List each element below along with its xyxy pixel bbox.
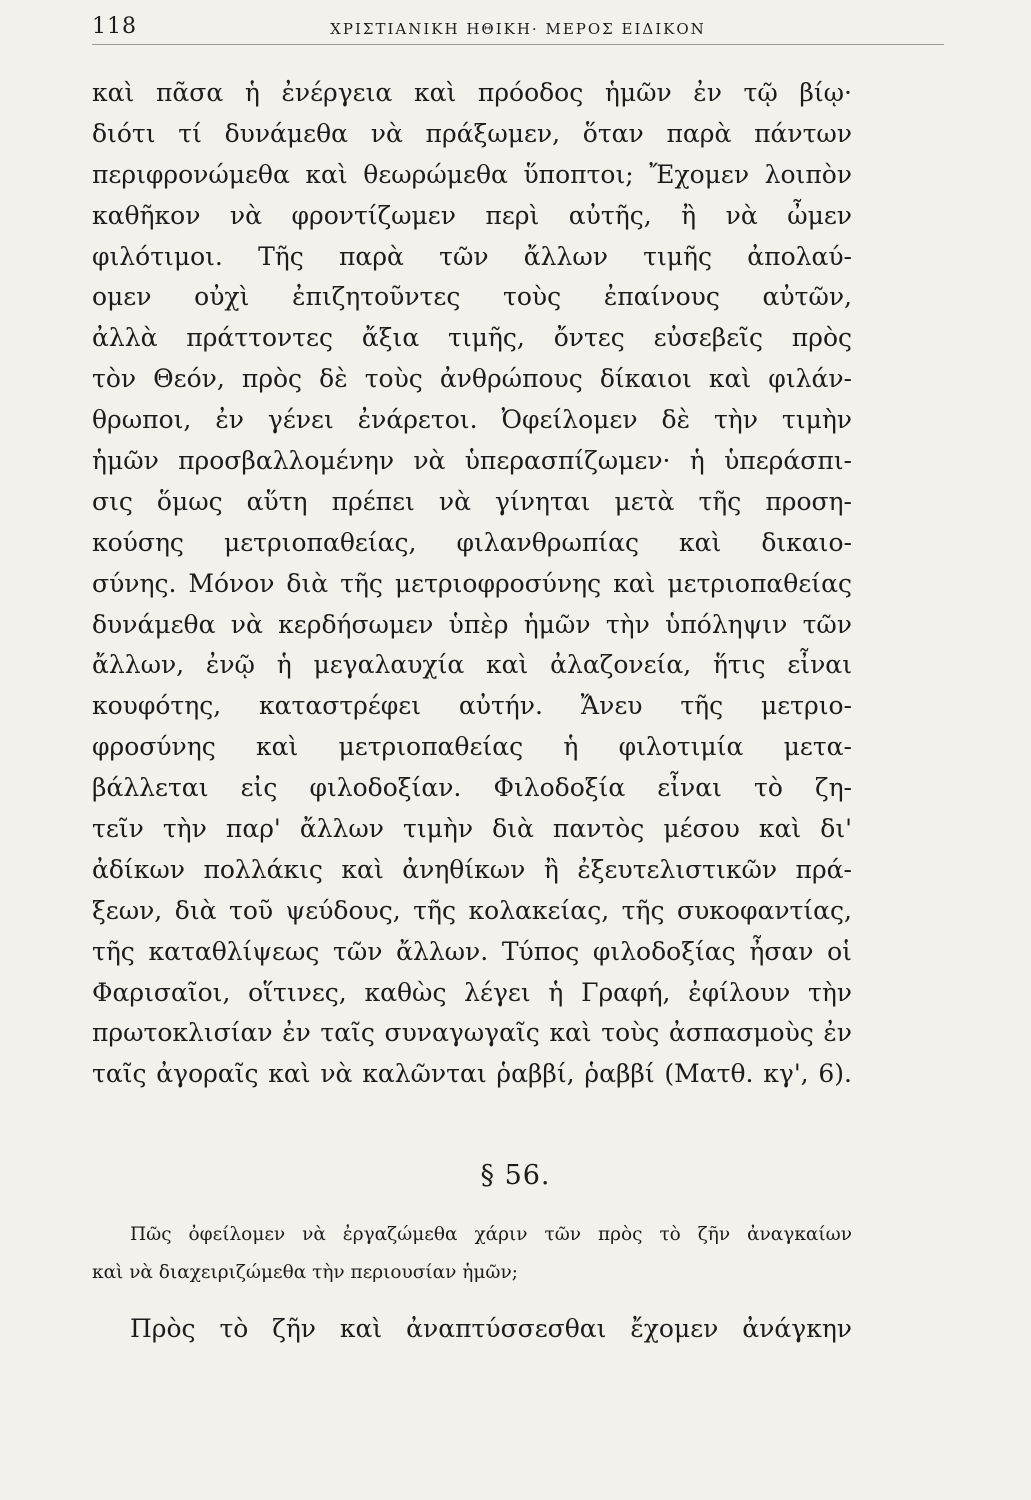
text-line: ομεν οὐχὶ ἐπιζητοῦντες τοὺς ἐπαίνους αὐτῶν, xyxy=(92,282,852,312)
answer-text: Πρὸς τὸ ζῆν καὶ ἀναπτύσσεσθαι ἔχομεν ἀνάγκην xyxy=(130,1314,852,1343)
text-line: καθῆκον νὰ φροντίζωμεν περὶ αὐτῆς, ἢ νὰ ὦμεν xyxy=(92,200,852,230)
text-line: θρωποι, ἐν γένει ἐνάρετοι. Ὀφείλομεν δὲ τὴν τιμὴν xyxy=(92,405,852,435)
text-line: ξεων, διὰ τοῦ ψεύδους, τῆς κολακείας, τῆς συκοφαντίας, xyxy=(92,895,852,925)
text-line: ἀδίκων πολλάκις καὶ ἀνηθίκων ἢ ἐξευτελιστικῶν πρά- xyxy=(92,854,852,884)
text-line: κουφότης, καταστρέφει αὐτήν. Ἄνευ τῆς μετριο- xyxy=(92,691,852,721)
body-text xyxy=(92,73,852,1095)
text-line: βάλλεται εἰς φιλοδοξίαν. Φιλοδοξία εἶναι τὸ ζη- xyxy=(92,773,852,803)
text-line: τῆς καταθλίψεως τῶν ἄλλων. Τύπος φιλοδοξίας ἦσαν οἱ xyxy=(92,936,852,966)
page-number: 118 xyxy=(92,14,137,39)
text-line: φιλότιμοι. Τῆς παρὰ τῶν ἄλλων τιμῆς ἀπολαύ- xyxy=(92,241,852,271)
section-question xyxy=(92,1216,852,1292)
text-line: Φαρισαῖοι, οἵτινες, καθὼς λέγει ἡ Γραφή, ἐφίλουν τὴν xyxy=(92,977,852,1007)
text-line: ταῖς ἀγοραῖς καὶ νὰ καλῶνται ῥαββί, ῥαββί (Ματθ. κγ', 6). xyxy=(92,1059,852,1089)
section-heading: § 56. xyxy=(480,1160,551,1191)
text-line: τεῖν τὴν παρ' ἄλλων τιμὴν διὰ παντὸς μέσου καὶ δι' xyxy=(92,814,852,844)
text-line: σις ὅμως αὕτη πρέπει νὰ γίνηται μετὰ τῆς προση- xyxy=(92,486,852,516)
header-rule xyxy=(92,44,944,45)
question-line: καὶ νὰ διαχειριζώμεθα τὴν περιουσίαν ἡμῶν; xyxy=(92,1262,518,1283)
text-line: δυνάμεθα νὰ κερδήσωμεν ὑπὲρ ἡμῶν τὴν ὑπόληψιν τῶν xyxy=(92,609,852,639)
running-title: ΧΡΙΣΤΙΑΝΙΚΗ ΗΘΙΚΗ· ΜΕΡΟΣ ΕΙΔΙΚΟΝ xyxy=(330,20,706,38)
text-line: καὶ πᾶσα ἡ ἐνέργεια καὶ πρόοδος ἡμῶν ἐν τῷ βίῳ· xyxy=(92,78,852,107)
text-line: φροσύνης καὶ μετριοπαθείας ἡ φιλοτιμία μετα- xyxy=(92,732,852,762)
text-line: τὸν Θεόν, πρὸς δὲ τοὺς ἀνθρώπους δίκαιοι καὶ φιλάν- xyxy=(92,364,852,394)
text-line: ἀλλὰ πράττοντες ἄξια τιμῆς, ὄντες εὐσεβεῖς πρὸς xyxy=(92,323,852,353)
text-line: ἄλλων, ἐνῷ ἡ μεγαλαυχία καὶ ἀλαζονεία, ἥτις εἶναι xyxy=(92,650,852,680)
text-line: πρωτοκλισίαν ἐν ταῖς συναγωγαῖς καὶ τοὺς ἀσπασμοὺς ἐν xyxy=(92,1018,852,1048)
question-line: Πῶς ὀφείλομεν νὰ ἐργαζώμεθα χάριν τῶν πρὸς τὸ ζῆν ἀναγκαίων xyxy=(130,1224,852,1245)
text-line: ἡμῶν προσβαλλομένην νὰ ὑπερασπίζωμεν· ἡ ὑπεράσπι- xyxy=(92,446,852,476)
text-line: σύνης. Μόνον διὰ τῆς μετριοφροσύνης καὶ μετριοπαθείας xyxy=(92,568,852,598)
running-head xyxy=(92,8,944,48)
text-line: κούσης μετριοπαθείας, φιλανθρωπίας καὶ δικαιο- xyxy=(92,527,852,557)
text-line: περιφρονώμεθα καὶ θεωρώμεθα ὕποπτοι; Ἔχομεν λοιπὸν xyxy=(92,159,852,189)
text-line: διότι τί δυνάμεθα νὰ πράξωμεν, ὅταν παρὰ πάντων xyxy=(92,118,852,148)
